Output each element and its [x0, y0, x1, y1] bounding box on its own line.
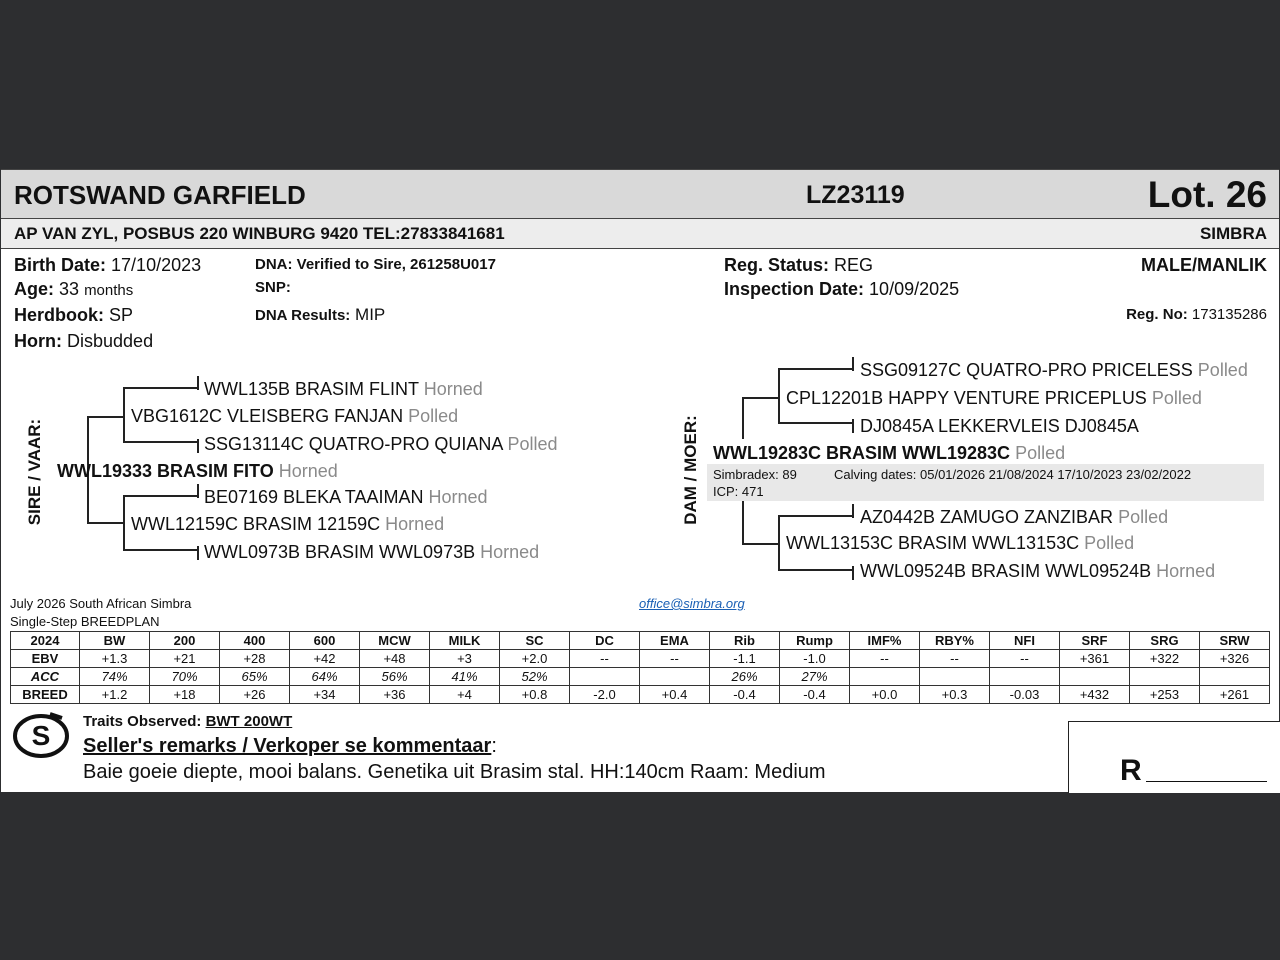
- breed-cell: -0.4: [780, 686, 850, 704]
- acc-cell: 27%: [780, 668, 850, 686]
- breed-cell: +432: [1060, 686, 1130, 704]
- table-row-ebv: [11, 650, 1270, 668]
- header-cell: 400: [220, 632, 290, 650]
- breed-cell: +4: [430, 686, 500, 704]
- header-cell: SRF: [1060, 632, 1130, 650]
- lot-card: [1, 169, 1279, 792]
- acc-cell: [920, 668, 990, 686]
- sire-sire: VBG1612C VLEISBERG FANJAN Polled: [131, 406, 459, 426]
- header-cell: BW: [80, 632, 150, 650]
- ebv-cell: --: [640, 650, 710, 668]
- acc-cell: 65%: [220, 668, 290, 686]
- ebv-cell: +1.3: [80, 650, 150, 668]
- horn-status: Horn: Disbudded: [14, 331, 154, 351]
- table-row-breed: [11, 686, 1270, 704]
- acc-cell: [850, 668, 920, 686]
- sire-sire-sire: WWL135B BRASIM FLINT Horned: [204, 379, 483, 399]
- calving-dates: Calving dates: 05/01/2026 21/08/2024 17/10/2023 23/02/2022: [834, 467, 1192, 482]
- age: Age: 33 months: [14, 279, 134, 299]
- breedplan-type: Single-Step BREEDPLAN: [10, 614, 160, 629]
- dam-sire: CPL12201B HAPPY VENTURE PRICEPLUS Polled: [786, 388, 1202, 408]
- svg-text:S: S: [31, 720, 51, 751]
- animal-name: ROTSWAND GARFIELD: [14, 180, 306, 210]
- breed-cell: -0.03: [990, 686, 1060, 704]
- header-cell: MILK: [430, 632, 500, 650]
- birth-date: Birth Date: 17/10/2023: [14, 255, 202, 275]
- sire-dam-dam: WWL0973B BRASIM WWL0973B Horned: [204, 542, 540, 562]
- breed-name: SIMBRA: [1199, 224, 1267, 243]
- header-cell: SRW: [1200, 632, 1270, 650]
- dna-results: DNA Results: MIP: [255, 305, 386, 324]
- ebv-cell: +48: [360, 650, 430, 668]
- dam-sire-dam: DJ0845A LEKKERVLEIS DJ0845A: [860, 416, 1139, 436]
- header-cell: 2024: [11, 632, 80, 650]
- breed-cell: +0.4: [640, 686, 710, 704]
- dam-sire-sire: SSG09127C QUATRO-PRO PRICELESS Polled: [860, 360, 1248, 380]
- lot-number: Lot. 26: [1147, 174, 1267, 215]
- breed-cell: +36: [360, 686, 430, 704]
- price-currency: R: [1120, 754, 1142, 787]
- ebv-table: [10, 631, 1270, 704]
- snp-label: SNP:: [255, 279, 291, 296]
- ebv-cell: +326: [1200, 650, 1270, 668]
- breed-cell: +34: [290, 686, 360, 704]
- title-bar: [1, 169, 1279, 219]
- acc-cell: [1200, 668, 1270, 686]
- header-cell: MCW: [360, 632, 430, 650]
- header-cell: NFI: [990, 632, 1060, 650]
- breedplan-date: July 2026 South African Simbra: [10, 596, 192, 611]
- header-cell: EMA: [640, 632, 710, 650]
- acc-cell: [570, 668, 640, 686]
- acc-cell: ACC: [11, 668, 80, 686]
- table-row-acc: [11, 668, 1270, 686]
- ebv-cell: -1.1: [710, 650, 780, 668]
- breed-cell: +26: [220, 686, 290, 704]
- dna-verification: DNA: Verified to Sire, 261258U017: [255, 256, 496, 273]
- acc-cell: 56%: [360, 668, 430, 686]
- inspection-date: Inspection Date: 10/09/2025: [724, 279, 960, 299]
- breed-cell: BREED: [11, 686, 80, 704]
- acc-cell: 74%: [80, 668, 150, 686]
- acc-cell: [1130, 668, 1200, 686]
- breed-cell: +253: [1130, 686, 1200, 704]
- reg-status: Reg. Status: REG: [724, 255, 874, 275]
- animal-id: LZ23119: [806, 181, 905, 209]
- dam-stats-box: [707, 464, 1264, 501]
- dam-dam: WWL13153C BRASIM WWL13153C Polled: [786, 533, 1135, 553]
- reg-number: Reg. No: 173135286: [1126, 306, 1267, 323]
- simbradex: Simbradex: 89: [713, 467, 797, 482]
- simbra-s-logo: [12, 710, 74, 765]
- acc-cell: 70%: [150, 668, 220, 686]
- ebv-cell: +361: [1060, 650, 1130, 668]
- breed-cell: -2.0: [570, 686, 640, 704]
- owner-bar: [1, 219, 1279, 249]
- price-line: [1146, 781, 1267, 782]
- sire-label: SIRE / VAAR:: [25, 418, 44, 526]
- icp: ICP: 471: [713, 484, 764, 499]
- ebv-cell: --: [920, 650, 990, 668]
- acc-cell: [1060, 668, 1130, 686]
- sire-sire-dam: SSG13114C QUATRO-PRO QUIANA Polled: [204, 434, 558, 454]
- ebv-cell: +21: [150, 650, 220, 668]
- ebv-cell: +3: [430, 650, 500, 668]
- header-cell: SC: [500, 632, 570, 650]
- remarks-heading: Seller's remarks / Verkoper se kommentaar:: [83, 735, 497, 757]
- owner-details: AP VAN ZYL, POSBUS 220 WINBURG 9420 TEL:27833841681: [14, 224, 505, 243]
- breed-cell: +261: [1200, 686, 1270, 704]
- ebv-cell: --: [570, 650, 640, 668]
- dam-dam-sire: AZ0442B ZAMUGO ZANZIBAR Polled: [860, 507, 1169, 527]
- traits-observed: Traits Observed: BWT 200WT: [83, 713, 293, 730]
- breed-cell: +0.3: [920, 686, 990, 704]
- breed-cell: -0.4: [710, 686, 780, 704]
- email-link[interactable]: office@simbra.org: [639, 596, 745, 611]
- acc-cell: [990, 668, 1060, 686]
- header-cell: DC: [570, 632, 640, 650]
- breed-cell: +0.8: [500, 686, 570, 704]
- ebv-cell: --: [850, 650, 920, 668]
- header-cell: SRG: [1130, 632, 1200, 650]
- ebv-cell: +42: [290, 650, 360, 668]
- ebv-cell: -1.0: [780, 650, 850, 668]
- acc-cell: 52%: [500, 668, 570, 686]
- price-box: [1068, 721, 1280, 793]
- seller-remarks: Baie goeie diepte, mooi balans. Genetika uit Brasim stal. HH:140cm Raam: Medium: [83, 761, 826, 783]
- dam-label: DAM / MOER:: [681, 415, 700, 525]
- dam: WWL19283C BRASIM WWL19283C Polled: [713, 443, 1066, 463]
- sex: MALE/MANLIK: [1141, 255, 1267, 275]
- acc-cell: 64%: [290, 668, 360, 686]
- breed-cell: +1.2: [80, 686, 150, 704]
- header-cell: IMF%: [850, 632, 920, 650]
- header-cell: 600: [290, 632, 360, 650]
- ebv-cell: +2.0: [500, 650, 570, 668]
- breed-cell: +0.0: [850, 686, 920, 704]
- header-cell: Rump: [780, 632, 850, 650]
- acc-cell: 41%: [430, 668, 500, 686]
- dam-dam-dam: WWL09524B BRASIM WWL09524B Horned: [860, 561, 1216, 581]
- ebv-cell: --: [990, 650, 1060, 668]
- ebv-cell: +28: [220, 650, 290, 668]
- header-cell: 200: [150, 632, 220, 650]
- ebv-cell: EBV: [11, 650, 80, 668]
- sire-dam-sire: BE07169 BLEKA TAAIMAN Horned: [204, 487, 488, 507]
- ebv-cell: +322: [1130, 650, 1200, 668]
- acc-cell: [640, 668, 710, 686]
- breed-cell: +18: [150, 686, 220, 704]
- table-header-row: [11, 632, 1270, 650]
- sire-dam: WWL12159C BRASIM 12159C Horned: [131, 514, 445, 534]
- header-cell: Rib: [710, 632, 780, 650]
- herdbook: Herdbook: SP: [14, 305, 134, 325]
- acc-cell: 26%: [710, 668, 780, 686]
- header-cell: RBY%: [920, 632, 990, 650]
- sire: WWL19333 BRASIM FITO Horned: [57, 461, 338, 481]
